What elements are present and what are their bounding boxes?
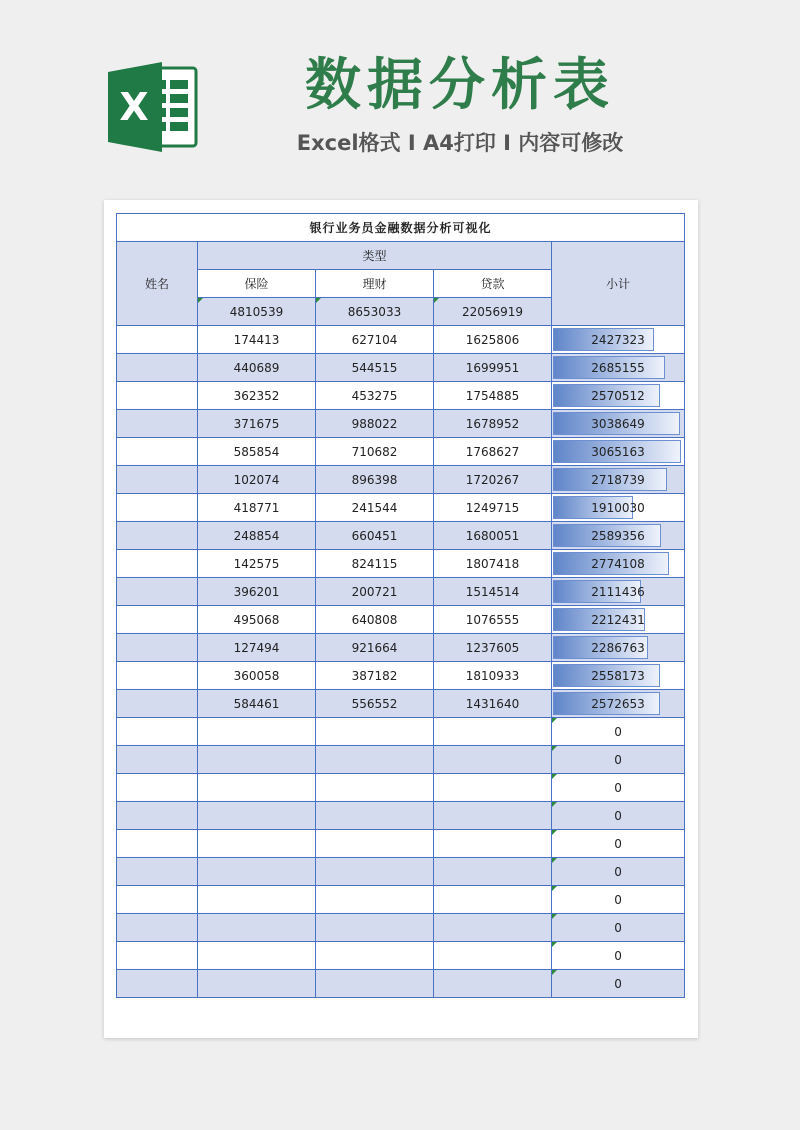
table-row bbox=[117, 690, 685, 718]
subtotal-label: 0 bbox=[614, 864, 622, 879]
banner-title: 数据分析表 bbox=[305, 53, 615, 118]
cell-loan[interactable]: 1237605 bbox=[434, 634, 552, 662]
cell-finance[interactable] bbox=[316, 802, 434, 830]
cell-insurance[interactable]: 174413 bbox=[198, 326, 316, 354]
cell-name[interactable] bbox=[117, 382, 198, 410]
table-row bbox=[117, 438, 685, 466]
cell-loan[interactable]: 1680051 bbox=[434, 522, 552, 550]
cell-finance[interactable]: 660451 bbox=[316, 522, 434, 550]
cell-subtotal[interactable] bbox=[552, 326, 685, 354]
table-row bbox=[117, 550, 685, 578]
excel-icon bbox=[104, 58, 202, 156]
cell-insurance[interactable]: 142575 bbox=[198, 550, 316, 578]
cell-loan[interactable]: 1720267 bbox=[434, 466, 552, 494]
cell-insurance[interactable] bbox=[198, 774, 316, 802]
header-name[interactable]: 姓名 bbox=[117, 242, 198, 326]
cell-subtotal[interactable] bbox=[552, 970, 685, 998]
header-type-group[interactable]: 类型 bbox=[198, 242, 552, 270]
cell-finance[interactable]: 627104 bbox=[316, 326, 434, 354]
cell-finance[interactable]: 200721 bbox=[316, 578, 434, 606]
subtotal-label: 0 bbox=[614, 780, 622, 795]
cell-name[interactable] bbox=[117, 662, 198, 690]
cell-name[interactable] bbox=[117, 886, 198, 914]
subtotal-label: 0 bbox=[614, 920, 622, 935]
subtotal-label: 2718739 bbox=[591, 472, 645, 487]
cell-finance[interactable] bbox=[316, 830, 434, 858]
cell-name[interactable] bbox=[117, 970, 198, 998]
subtotal-label: 0 bbox=[614, 752, 622, 767]
subtotal-label: 0 bbox=[614, 808, 622, 823]
cell-finance[interactable]: 988022 bbox=[316, 410, 434, 438]
cell-loan[interactable] bbox=[434, 914, 552, 942]
cell-subtotal[interactable] bbox=[552, 382, 685, 410]
cell-loan[interactable]: 1431640 bbox=[434, 690, 552, 718]
cell-name[interactable] bbox=[117, 410, 198, 438]
cell-subtotal[interactable] bbox=[552, 718, 685, 746]
cell-insurance[interactable]: 396201 bbox=[198, 578, 316, 606]
cell-name[interactable] bbox=[117, 550, 198, 578]
cell-loan[interactable] bbox=[434, 802, 552, 830]
cell-subtotal[interactable] bbox=[552, 690, 685, 718]
cell-loan[interactable] bbox=[434, 830, 552, 858]
cell-subtotal[interactable] bbox=[552, 914, 685, 942]
subtotal-label: 2212431 bbox=[591, 612, 645, 627]
cell-finance[interactable] bbox=[316, 942, 434, 970]
data-table bbox=[116, 213, 685, 998]
cell-subtotal[interactable] bbox=[552, 886, 685, 914]
cell-loan[interactable]: 1678952 bbox=[434, 410, 552, 438]
cell-insurance[interactable]: 584461 bbox=[198, 690, 316, 718]
cell-insurance[interactable]: 495068 bbox=[198, 606, 316, 634]
cell-insurance[interactable] bbox=[198, 830, 316, 858]
table-row bbox=[117, 970, 685, 998]
cell-subtotal[interactable] bbox=[552, 942, 685, 970]
cell-finance[interactable]: 241544 bbox=[316, 494, 434, 522]
subtotal-label: 0 bbox=[614, 948, 622, 963]
table-row bbox=[117, 606, 685, 634]
cell-name[interactable] bbox=[117, 522, 198, 550]
cell-finance[interactable]: 544515 bbox=[316, 354, 434, 382]
cell-finance[interactable]: 824115 bbox=[316, 550, 434, 578]
subtotal-label: 2286763 bbox=[591, 640, 645, 655]
cell-subtotal[interactable] bbox=[552, 858, 685, 886]
subtotal-label: 2589356 bbox=[591, 528, 645, 543]
cell-name[interactable] bbox=[117, 858, 198, 886]
table-row bbox=[117, 746, 685, 774]
table-row bbox=[117, 634, 685, 662]
subtotal-label: 2570512 bbox=[591, 388, 645, 403]
table-row bbox=[117, 578, 685, 606]
cell-loan[interactable]: 1810933 bbox=[434, 662, 552, 690]
cell-insurance[interactable] bbox=[198, 746, 316, 774]
excel-logo-letter: X bbox=[119, 85, 149, 129]
cell-loan[interactable]: 1699951 bbox=[434, 354, 552, 382]
table-row bbox=[117, 326, 685, 354]
cell-insurance[interactable]: 585854 bbox=[198, 438, 316, 466]
cell-subtotal[interactable] bbox=[552, 746, 685, 774]
cell-name[interactable] bbox=[117, 438, 198, 466]
cell-loan[interactable]: 1807418 bbox=[434, 550, 552, 578]
cell-name[interactable] bbox=[117, 942, 198, 970]
table-row bbox=[117, 466, 685, 494]
table-row bbox=[117, 410, 685, 438]
cell-insurance[interactable] bbox=[198, 718, 316, 746]
cell-name[interactable] bbox=[117, 914, 198, 942]
subtotal-label: 0 bbox=[614, 724, 622, 739]
cell-insurance[interactable] bbox=[198, 914, 316, 942]
cell-name[interactable] bbox=[117, 746, 198, 774]
cell-name[interactable] bbox=[117, 606, 198, 634]
cell-subtotal[interactable] bbox=[552, 578, 685, 606]
cell-subtotal[interactable] bbox=[552, 606, 685, 634]
table-row bbox=[117, 830, 685, 858]
subtotal-label: 0 bbox=[614, 892, 622, 907]
table-row bbox=[117, 886, 685, 914]
table-row bbox=[117, 354, 685, 382]
cell-subtotal[interactable] bbox=[552, 830, 685, 858]
cell-subtotal[interactable] bbox=[552, 550, 685, 578]
table-row bbox=[117, 858, 685, 886]
cell-insurance[interactable]: 127494 bbox=[198, 634, 316, 662]
cell-insurance[interactable] bbox=[198, 886, 316, 914]
table-row bbox=[117, 802, 685, 830]
cell-insurance[interactable] bbox=[198, 970, 316, 998]
cell-insurance[interactable]: 418771 bbox=[198, 494, 316, 522]
cell-loan[interactable]: 1514514 bbox=[434, 578, 552, 606]
cell-loan[interactable] bbox=[434, 970, 552, 998]
cell-insurance[interactable] bbox=[198, 942, 316, 970]
header-subtotal[interactable]: 小计 bbox=[552, 242, 685, 326]
subtotal-label: 2685155 bbox=[591, 360, 645, 375]
cell-subtotal[interactable] bbox=[552, 410, 685, 438]
cell-insurance[interactable]: 371675 bbox=[198, 410, 316, 438]
cell-finance[interactable] bbox=[316, 970, 434, 998]
cell-finance[interactable]: 710682 bbox=[316, 438, 434, 466]
banner-subtitle: Excel格式 I A4打印 I 内容可修改 bbox=[296, 131, 624, 155]
cell-subtotal[interactable] bbox=[552, 662, 685, 690]
header-insurance[interactable]: 保险 bbox=[198, 270, 316, 298]
cell-insurance[interactable] bbox=[198, 858, 316, 886]
cell-loan[interactable]: 1754885 bbox=[434, 382, 552, 410]
cell-loan[interactable] bbox=[434, 718, 552, 746]
header-loan[interactable]: 贷款 bbox=[434, 270, 552, 298]
total-insurance[interactable]: 4810539 bbox=[198, 298, 316, 326]
cell-name[interactable] bbox=[117, 718, 198, 746]
cell-finance[interactable]: 453275 bbox=[316, 382, 434, 410]
cell-loan[interactable]: 1768627 bbox=[434, 438, 552, 466]
cell-finance[interactable]: 387182 bbox=[316, 662, 434, 690]
cell-name[interactable] bbox=[117, 578, 198, 606]
subtotal-label: 2111436 bbox=[591, 584, 645, 599]
cell-name[interactable] bbox=[117, 466, 198, 494]
cell-finance[interactable]: 556552 bbox=[316, 690, 434, 718]
cell-finance[interactable] bbox=[316, 774, 434, 802]
subtotal-label: 3065163 bbox=[591, 444, 645, 459]
cell-insurance[interactable]: 440689 bbox=[198, 354, 316, 382]
cell-finance[interactable]: 921664 bbox=[316, 634, 434, 662]
subtotal-label: 2572653 bbox=[591, 696, 645, 711]
cell-name[interactable] bbox=[117, 494, 198, 522]
table-row bbox=[117, 382, 685, 410]
cell-finance[interactable] bbox=[316, 746, 434, 774]
cell-name[interactable] bbox=[117, 634, 198, 662]
subtotal-label: 1910030 bbox=[591, 500, 645, 515]
cell-subtotal[interactable] bbox=[552, 494, 685, 522]
cell-subtotal[interactable] bbox=[552, 634, 685, 662]
subtotal-label: 2558173 bbox=[591, 668, 645, 683]
cell-finance[interactable] bbox=[316, 914, 434, 942]
table-row bbox=[117, 718, 685, 746]
cell-finance[interactable]: 640808 bbox=[316, 606, 434, 634]
cell-insurance[interactable]: 360058 bbox=[198, 662, 316, 690]
cell-subtotal[interactable] bbox=[552, 466, 685, 494]
cell-subtotal[interactable] bbox=[552, 522, 685, 550]
cell-finance[interactable]: 896398 bbox=[316, 466, 434, 494]
cell-finance[interactable] bbox=[316, 858, 434, 886]
cell-loan[interactable]: 1076555 bbox=[434, 606, 552, 634]
subtotal-label: 3038649 bbox=[591, 416, 645, 431]
cell-insurance[interactable]: 362352 bbox=[198, 382, 316, 410]
cell-loan[interactable] bbox=[434, 746, 552, 774]
cell-loan[interactable] bbox=[434, 942, 552, 970]
subtotal-label: 0 bbox=[614, 976, 622, 991]
cell-name[interactable] bbox=[117, 690, 198, 718]
sheet-title[interactable]: 银行业务员金融数据分析可视化 bbox=[117, 214, 685, 242]
cell-insurance[interactable]: 248854 bbox=[198, 522, 316, 550]
cell-loan[interactable] bbox=[434, 858, 552, 886]
table-row bbox=[117, 522, 685, 550]
cell-finance[interactable] bbox=[316, 886, 434, 914]
cell-name[interactable] bbox=[117, 774, 198, 802]
cell-loan[interactable] bbox=[434, 774, 552, 802]
cell-loan[interactable]: 1249715 bbox=[434, 494, 552, 522]
cell-subtotal[interactable] bbox=[552, 438, 685, 466]
total-loan[interactable]: 22056919 bbox=[434, 298, 552, 326]
table-row bbox=[117, 942, 685, 970]
header-finance[interactable]: 理财 bbox=[316, 270, 434, 298]
cell-subtotal[interactable] bbox=[552, 774, 685, 802]
table-row bbox=[117, 914, 685, 942]
cell-subtotal[interactable] bbox=[552, 354, 685, 382]
cell-finance[interactable] bbox=[316, 718, 434, 746]
cell-name[interactable] bbox=[117, 326, 198, 354]
cell-name[interactable] bbox=[117, 354, 198, 382]
table-row bbox=[117, 662, 685, 690]
total-finance[interactable]: 8653033 bbox=[316, 298, 434, 326]
subtotal-label: 2774108 bbox=[591, 556, 645, 571]
cell-loan[interactable]: 1625806 bbox=[434, 326, 552, 354]
cell-insurance[interactable] bbox=[198, 802, 316, 830]
cell-name[interactable] bbox=[117, 830, 198, 858]
table-row bbox=[117, 494, 685, 522]
cell-name[interactable] bbox=[117, 802, 198, 830]
cell-insurance[interactable]: 102074 bbox=[198, 466, 316, 494]
cell-subtotal[interactable] bbox=[552, 802, 685, 830]
subtotal-label: 2427323 bbox=[591, 332, 645, 347]
table-row bbox=[117, 774, 685, 802]
subtotal-label: 0 bbox=[614, 836, 622, 851]
cell-loan[interactable] bbox=[434, 886, 552, 914]
